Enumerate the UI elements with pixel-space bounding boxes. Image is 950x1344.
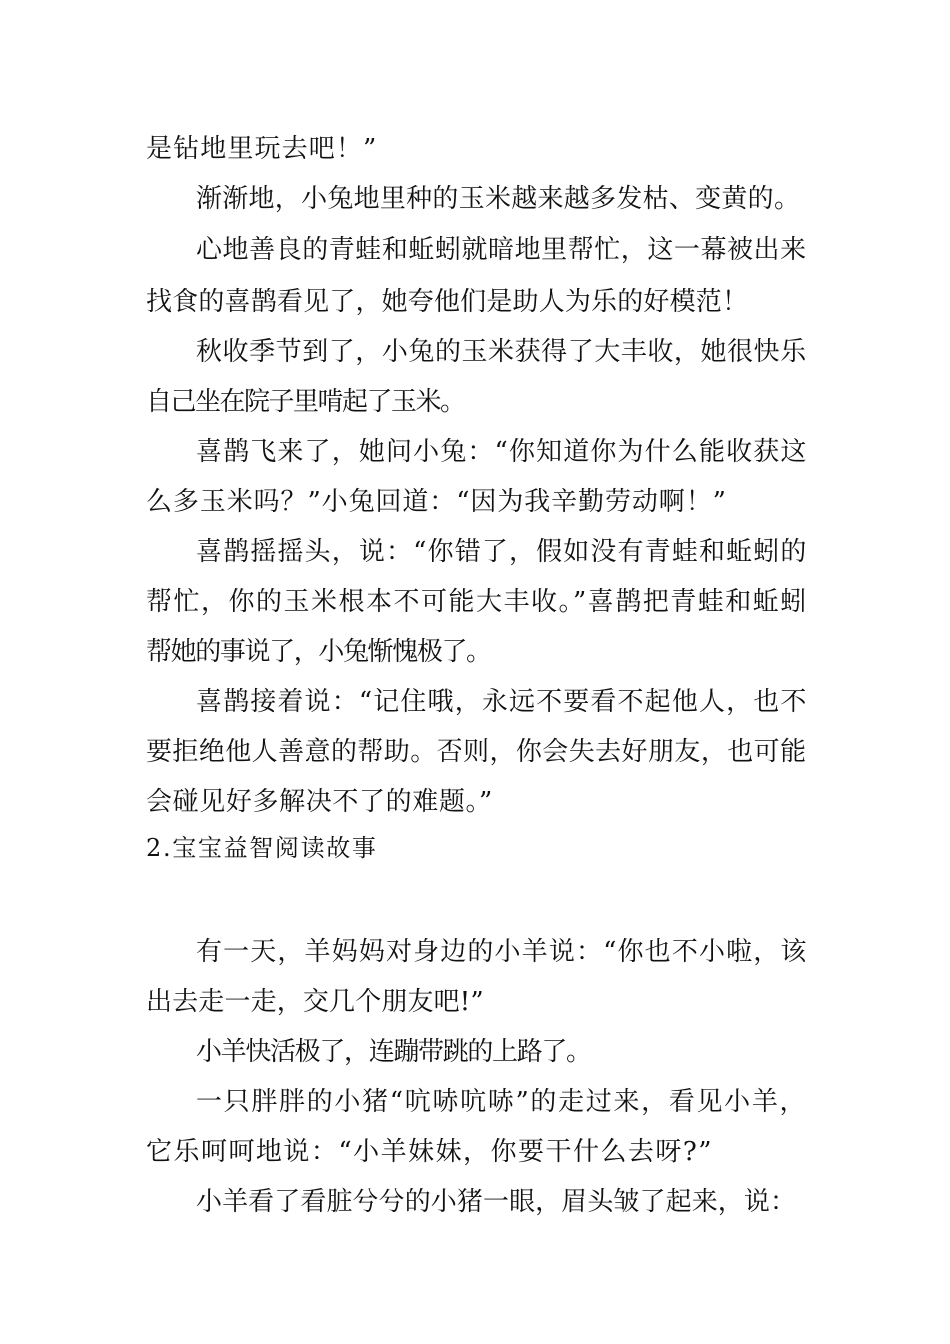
text-line: 一只胖胖的小猪“吭哧吭哧”的走过来，看见小羊， [196, 1087, 808, 1117]
text-line: 喜鹊接着说：“记住哦，永远不要看不起他人，也不 [196, 687, 808, 717]
text-line: 有一天，羊妈妈对身边的小羊说：“你也不小啦，该 [196, 937, 808, 967]
text-line: 心地善良的青蛙和蚯蚓就暗地里帮忙，这一幕被出来 [196, 235, 807, 265]
text-line: 它乐呵呵地说：“小羊妹妹，你要干什么去呀?” [146, 1137, 714, 1167]
text-line: 出去走一走，交几个朋友吧!” [146, 987, 484, 1017]
text-line: 渐渐地，小兔地里种的玉米越来越多发枯、变黄的。 [196, 184, 801, 214]
text-line: 喜鹊摇摇头，说：“你错了，假如没有青蛙和蚯蚓的 [196, 537, 808, 567]
text-line: 找食的喜鹊看见了，她夸他们是助人为乐的好模范！ [146, 287, 749, 317]
text-line: 小羊看了看脏兮兮的小猪一眼，眉头皱了起来，说： [196, 1187, 797, 1217]
text-line: 么多玉米吗？”小兔回道：“因为我辛勤劳动啊！” [146, 487, 727, 517]
text-line: 是钻地里玩去吧！” [146, 134, 378, 164]
text-line: 帮忙，你的玉米根本不可能大丰收。”喜鹊把青蛙和蚯蚓 [146, 587, 808, 617]
text-line: 要拒绝他人善意的帮助。否则，你会失去好朋友，也可能 [146, 737, 807, 767]
text-line: 小羊快活极了，连蹦带跳的上路了。 [196, 1037, 591, 1067]
section-heading: 2.宝宝益智阅读故事 [146, 834, 378, 862]
text-line: 自己坐在院子里啃起了玉米。 [146, 387, 465, 417]
text-line: 喜鹊飞来了，她问小兔：“你知道你为什么能收获这 [196, 437, 808, 467]
text-line: 帮她的事说了，小兔惭愧极了。 [146, 637, 491, 667]
text-line: 秋收季节到了，小兔的玉米获得了大丰收，她很快乐 [196, 337, 807, 367]
text-line: 会碰见好多解决不了的难题。” [146, 787, 493, 817]
